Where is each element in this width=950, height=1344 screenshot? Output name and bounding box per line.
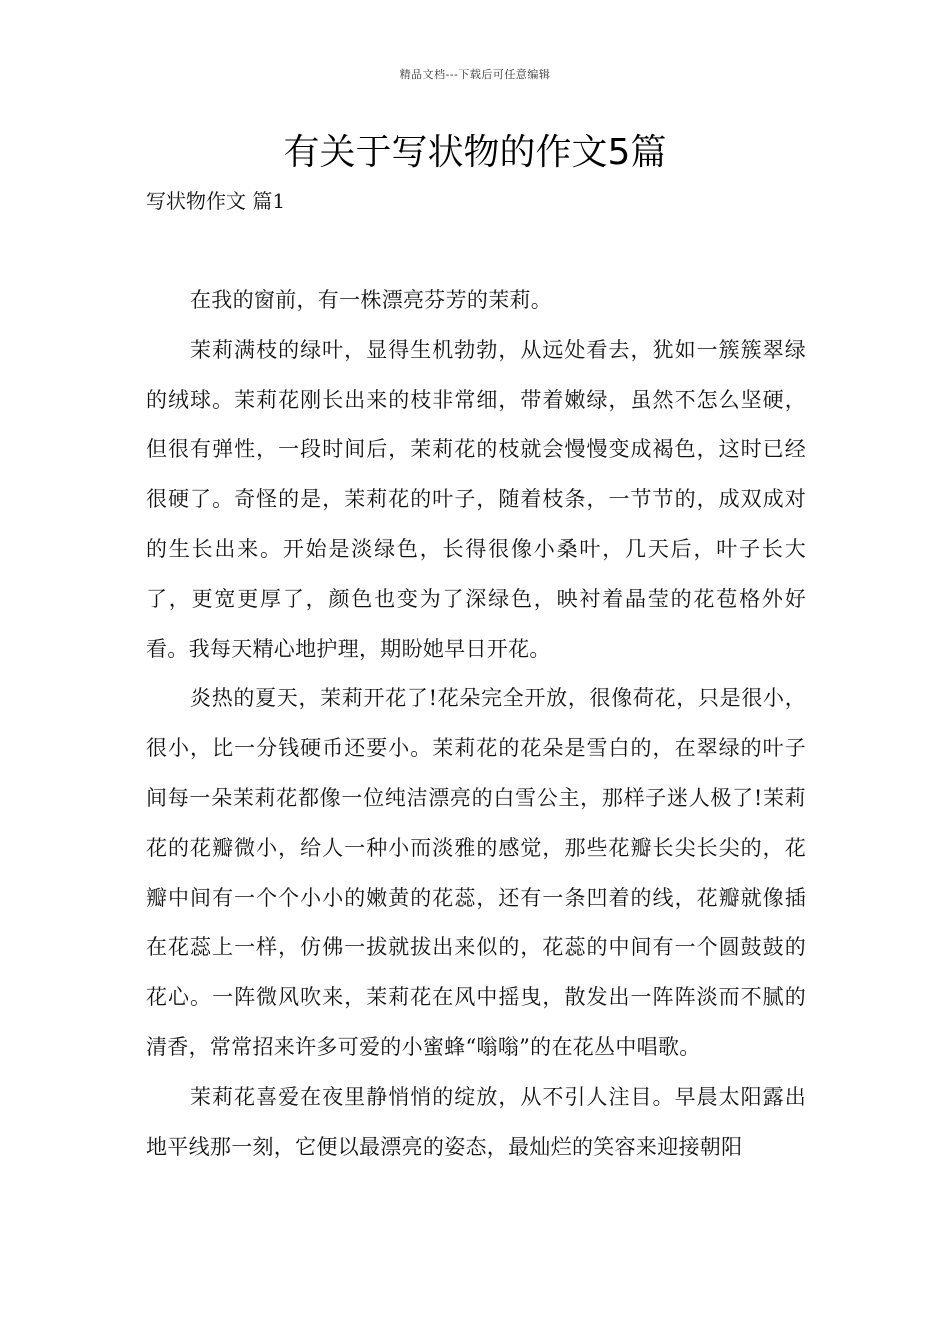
section-heading: 写状物作文 篇1 <box>146 189 286 213</box>
paragraph: 茉莉满枝的绿叶，显得生机勃勃，从远处看去，犹如一簇簇翠绿的绒球。茉莉花刚长出来的枝非常细，带着嫩绿，虽然不怎么坚硬，但很有弹性，一段时间后，茉莉花的枝就会慢慢变成褐色，这时已经很硬了。奇怪的是，茉莉花的叶子，随着枝条，一节节的，成双成对的生长出来。开始是淡绿色，长得很像小桑叶，几天后，叶子长大了，更宽更厚了，颜色也变为了深绿色，映衬着晶莹的花苞格外好看。我每天精心地护理，期盼她早日开花。 <box>146 337 806 661</box>
paragraph: 茉莉花喜爱在夜里静悄悄的绽放，从不引人注目。早晨太阳露出地平线那一刻，它便以最漂亮的姿态，最灿烂的笑容来迎接朝阳 <box>146 1084 806 1159</box>
header-note: 精品文档---下载后可任意编辑 <box>399 68 551 81</box>
document-title: 有关于写状物的作文5篇 <box>283 132 667 173</box>
body-text <box>146 276 806 1172</box>
paragraph: 在我的窗前，有一株漂亮芬芳的茉莉。 <box>190 288 553 312</box>
paragraph: 炎热的夏天，茉莉开花了!花朵完全开放，很像荷花，只是很小，很小，比一分钱硬币还要小。茉莉花的花朵是雪白的，在翠绿的叶子间每一朵茉莉花都像一位纯洁漂亮的白雪公主，那样子迷人极了!茉莉花的花瓣微小，给人一种小而淡雅的感觉，那些花瓣长尖长尖的，花瓣中间有一个个小小的嫩黄的花蕊，还有一条凹着的线，花瓣就像插在花蕊上一样，仿佛一拔就拔出来似的，花蕊的中间有一个圆鼓鼓的花心。一阵微风吹来，茉莉花在风中摇曳，散发出一阵阵淡而不腻的清香，常常招来许多可爱的小蜜蜂“嗡嗡”的在花丛中唱歌。 <box>146 686 806 1059</box>
